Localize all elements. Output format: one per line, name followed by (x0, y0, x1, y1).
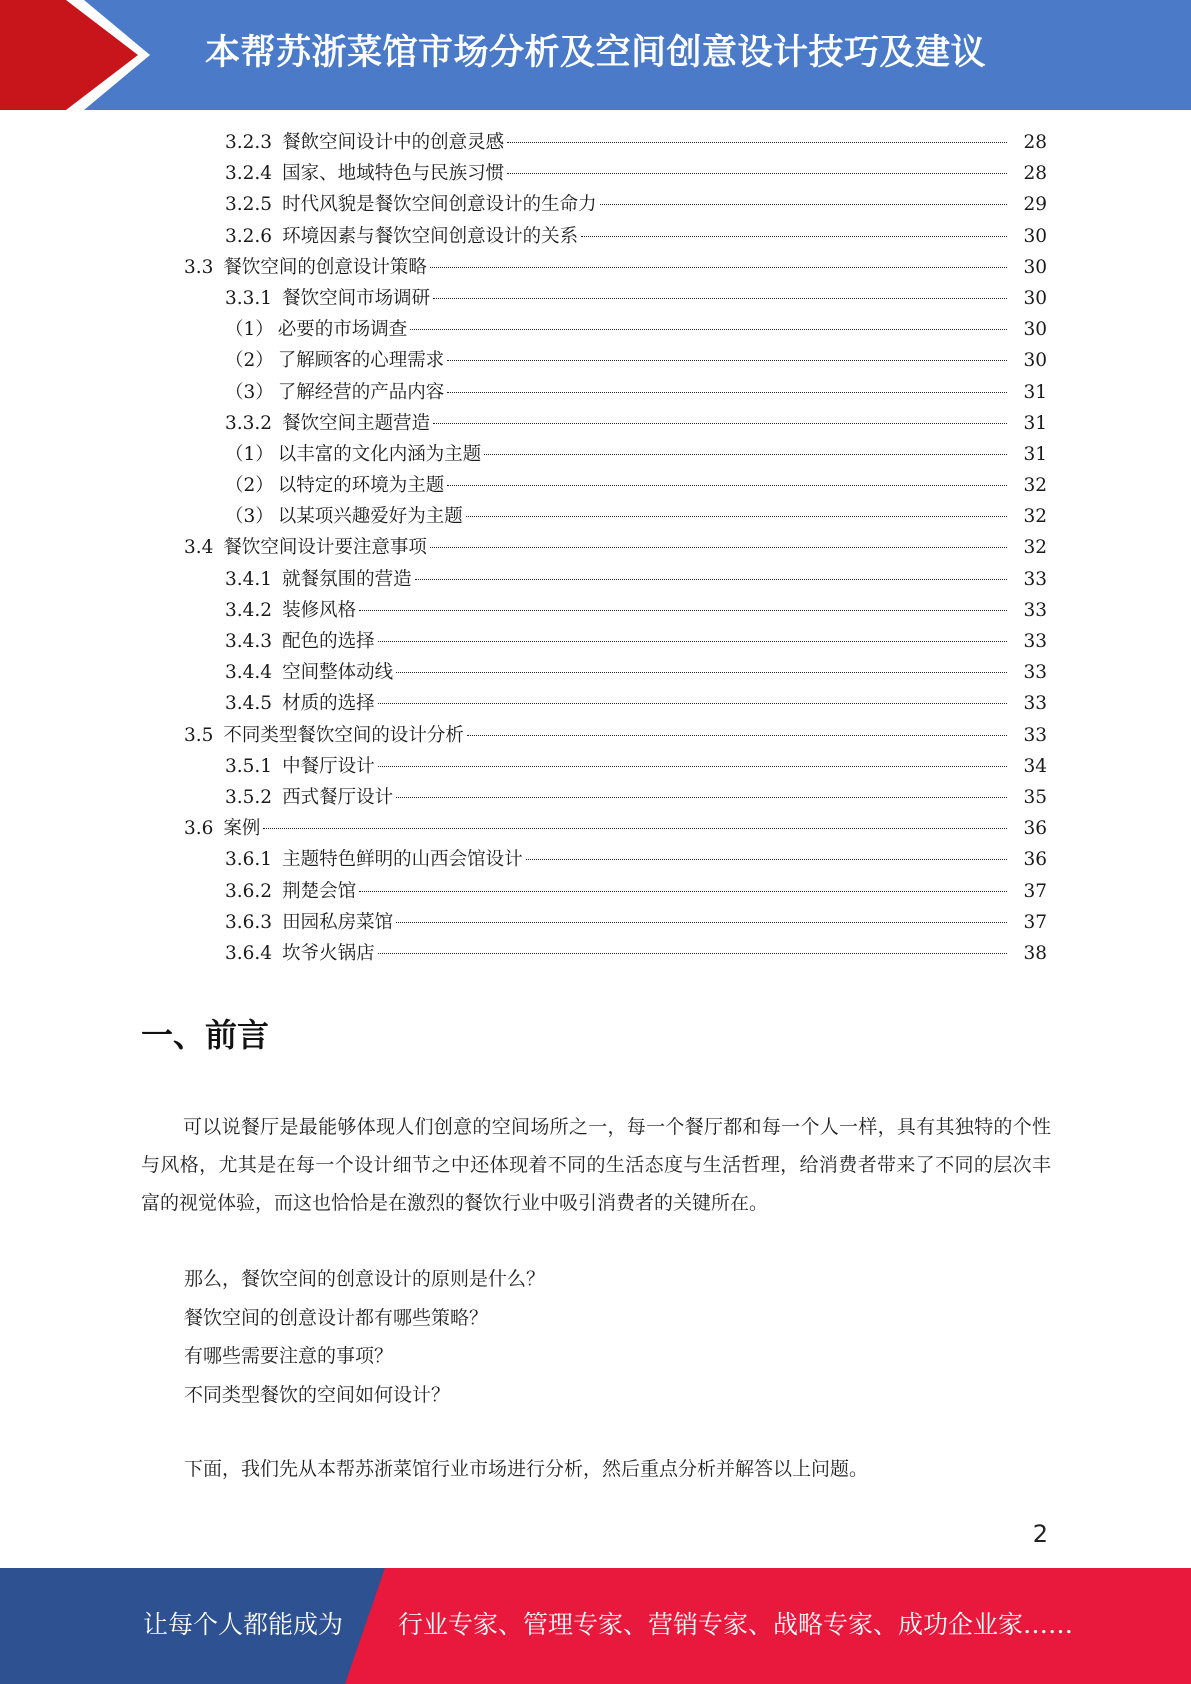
toc-entry-page: 32 (1023, 506, 1047, 528)
toc-dot-leader (507, 142, 1007, 143)
toc-dot-leader (433, 298, 1007, 299)
toc-entry-title: 必要的市场调查 (277, 319, 408, 341)
toc-entry[interactable] (0, 127, 1191, 158)
toc-entry-title: 以丰富的文化内涵为主题 (277, 443, 482, 465)
header-red-chevron-shape (0, 0, 138, 110)
toc-entry-title: 就餐氛围的营造 (282, 568, 412, 590)
toc-entry-number: 3.5 (184, 724, 214, 746)
toc-dot-leader (526, 859, 1007, 860)
toc-entry-page: 32 (1023, 537, 1047, 559)
toc-entry[interactable] (0, 813, 1191, 844)
toc-entry-page: 31 (1023, 443, 1047, 465)
toc-entry-number: 3.3.2 (225, 412, 273, 434)
question-item: 不同类型餐饮的空间如何设计？ (184, 1383, 451, 1406)
toc-dot-leader (507, 173, 1007, 174)
toc-dot-leader (467, 735, 1007, 736)
toc-dot-leader (447, 360, 1007, 361)
toc-entry-number: 3.2.6 (225, 225, 273, 247)
toc-entry-number: （3） (225, 381, 274, 403)
toc-dot-leader (396, 797, 1007, 798)
toc-entry-title: 以特定的环境为主题 (277, 475, 445, 497)
intro-paragraph: 可以说餐厅是最能够体现人们创意的空间场所之一，每一个餐厅都和每一个人一样，具有其独特的个性与风格，尤其是在每一个设计细节之中还体现着不同的生活态度与生活哲理，给消费者带来了不同的层次丰富的视觉体验，而这也恰恰是在激烈的餐饮行业中吸引消费者的关键所在。 (141, 1116, 1051, 1214)
toc-entry-title: 国家、地域特色与民族习惯 (282, 163, 505, 185)
toc-entry-title: 中餐厅设计 (282, 755, 375, 777)
page-number: 2 (1032, 1520, 1048, 1548)
toc-dot-leader (415, 579, 1007, 580)
question-list (184, 1260, 545, 1414)
toc-dot-leader (263, 828, 1007, 829)
toc-entry-page: 33 (1023, 631, 1047, 652)
toc-entry-title: 坎爷火锅店 (282, 942, 375, 964)
toc-dot-leader (378, 641, 1007, 642)
toc-entry-title: 了解顾客的心理需求 (277, 350, 445, 372)
toc-dot-leader (466, 516, 1007, 517)
toc-entry[interactable] (0, 470, 1191, 501)
toc-entry-number: 3.4.3 (225, 631, 273, 652)
toc-entry-number: 3.2.3 (225, 132, 273, 153)
toc-entry-title: 材质的选择 (282, 693, 375, 715)
toc-entry-title: 主题特色鲜明的山西会馆设计 (282, 849, 523, 871)
toc-entry-number: 3.2.5 (225, 194, 273, 216)
toc-entry-number: 3.6.3 (225, 911, 273, 933)
toc-dot-leader (447, 392, 1007, 393)
toc-entry-page: 36 (1023, 849, 1047, 871)
toc-dot-leader (410, 329, 1007, 330)
toc-entry[interactable] (0, 532, 1191, 563)
toc-entry-number: 3.6.1 (225, 849, 273, 871)
question-item: 餐饮空间的创意设计都有哪些策略？ (184, 1306, 489, 1329)
toc-entry-number: 3.6 (184, 818, 214, 840)
toc-dot-leader (378, 703, 1007, 704)
toc-entry-page: 30 (1023, 287, 1047, 309)
toc-dot-leader (581, 236, 1007, 237)
toc-entry[interactable] (0, 314, 1191, 345)
toc-entry-number: （2） (225, 350, 274, 372)
toc-dot-leader (359, 891, 1007, 892)
toc-entry-page: 33 (1023, 568, 1047, 590)
toc-dot-leader (433, 423, 1007, 424)
toc-entry-number: 3.5.2 (225, 786, 273, 808)
toc-entry[interactable] (0, 751, 1191, 782)
toc-entry[interactable] (0, 408, 1191, 439)
toc-entry-page: 38 (1023, 942, 1047, 964)
toc-entry-number: （1） (225, 443, 274, 465)
toc-entry-page: 30 (1023, 350, 1047, 372)
toc-entry[interactable] (0, 657, 1191, 688)
toc-entry-number: 3.3 (184, 256, 214, 278)
toc-entry-page: 37 (1023, 911, 1047, 933)
toc-entry-number: 3.4.5 (225, 693, 273, 715)
toc-entry[interactable] (0, 252, 1191, 283)
toc-entry[interactable] (0, 221, 1191, 252)
toc-entry[interactable] (0, 720, 1191, 751)
toc-dot-leader (430, 547, 1007, 548)
toc-entry-title: 餐饮空间主题营造 (282, 412, 431, 434)
toc-entry[interactable] (0, 501, 1191, 532)
toc-entry-title: 西式餐厅设计 (282, 786, 394, 808)
table-of-contents (0, 127, 1191, 969)
toc-entry[interactable] (0, 189, 1191, 220)
toc-dot-leader (396, 672, 1007, 673)
toc-entry[interactable] (0, 782, 1191, 813)
toc-entry-page: 33 (1023, 599, 1047, 621)
toc-entry-page: 33 (1023, 662, 1047, 684)
toc-dot-leader (600, 204, 1007, 205)
toc-entry-title: 餐饮空间的创意设计策略 (223, 256, 427, 278)
toc-entry-title: 装修风格 (282, 599, 357, 621)
toc-entry-title: 配色的选择 (282, 631, 375, 652)
closing-paragraph: 下面，我们先从本帮苏浙菜馆行业市场进行分析，然后重点分析并解答以上问题。 (184, 1458, 869, 1480)
toc-entry-number: 3.4.2 (225, 599, 273, 621)
section-heading: 一、前言 (141, 1016, 270, 1054)
toc-entry-page: 30 (1023, 319, 1047, 341)
toc-entry-page: 35 (1023, 786, 1047, 808)
toc-entry[interactable] (0, 283, 1191, 314)
toc-entry-number: （2） (225, 475, 274, 497)
toc-entry-title: 案例 (223, 818, 261, 840)
toc-entry[interactable] (0, 564, 1191, 595)
toc-entry-title: 了解经营的产品内容 (277, 381, 445, 403)
toc-entry-page: 36 (1023, 818, 1047, 840)
footer-slogan: 让每个人都能成为 (143, 1610, 344, 1639)
toc-entry-title: 田园私房菜馆 (282, 911, 394, 933)
toc-entry-page: 32 (1023, 475, 1047, 497)
toc-dot-leader (359, 610, 1007, 611)
toc-entry-number: 3.6.2 (225, 880, 273, 902)
toc-entry-title: 荆楚会馆 (282, 880, 357, 902)
toc-entry-title: 餐饮空间设计要注意事项 (223, 537, 427, 559)
toc-entry-page: 33 (1023, 724, 1047, 746)
toc-entry-number: （3） (225, 506, 274, 528)
toc-entry-title: 空间整体动线 (282, 662, 394, 684)
toc-dot-leader (378, 766, 1007, 767)
toc-entry[interactable] (0, 938, 1191, 969)
toc-entry[interactable] (0, 439, 1191, 470)
toc-entry-number: 3.2.4 (225, 163, 273, 185)
toc-entry-page: 30 (1023, 256, 1047, 278)
toc-entry-page: 37 (1023, 880, 1047, 902)
toc-entry[interactable] (0, 876, 1191, 907)
toc-dot-leader (378, 953, 1007, 954)
footer-banner (0, 1568, 1191, 1684)
toc-entry-title: 以某项兴趣爱好为主题 (277, 506, 463, 528)
header-banner (0, 0, 1191, 110)
toc-entry-title: 不同类型餐饮空间的设计分析 (223, 724, 464, 746)
toc-entry-page: 28 (1023, 163, 1047, 185)
toc-entry-title: 时代风貌是餐饮空间创意设计的生命力 (282, 194, 597, 216)
toc-entry-number: 3.5.1 (225, 755, 273, 777)
toc-entry-number: 3.6.4 (225, 942, 273, 964)
toc-entry-number: 3.4.1 (225, 568, 273, 590)
toc-entry-page: 33 (1023, 693, 1047, 715)
toc-entry-title: 环境因素与餐饮空间创意设计的关系 (282, 225, 579, 247)
toc-entry[interactable] (0, 345, 1191, 376)
toc-entry-page: 31 (1023, 412, 1047, 434)
toc-entry-page: 28 (1023, 132, 1047, 153)
toc-entry-number: 3.4 (184, 537, 214, 559)
toc-dot-leader (396, 922, 1007, 923)
toc-entry[interactable] (0, 907, 1191, 938)
toc-entry-page: 34 (1023, 755, 1047, 777)
toc-entry[interactable] (0, 844, 1191, 875)
document-title: 本帮苏浙菜馆市场分析及空间创意设计技巧及建议 (205, 33, 987, 73)
toc-entry-page: 30 (1023, 225, 1047, 247)
toc-entry-title: 餐飲空间设计中的创意灵感 (282, 132, 505, 153)
toc-entry-page: 31 (1023, 381, 1047, 403)
toc-dot-leader (447, 485, 1007, 486)
toc-entry[interactable] (0, 626, 1191, 657)
toc-entry-number: 3.4.4 (225, 662, 273, 684)
footer-roles: 行业专家、管理专家、营销专家、战略专家、成功企业家…… (398, 1610, 1074, 1639)
question-item: 有哪些需要注意的事项？ (184, 1345, 394, 1367)
toc-entry-number: （1） (225, 319, 274, 341)
toc-entry[interactable] (0, 595, 1191, 626)
toc-dot-leader (484, 454, 1007, 455)
toc-entry-page: 29 (1023, 194, 1047, 216)
toc-entry[interactable] (0, 158, 1191, 189)
toc-dot-leader (430, 267, 1007, 268)
toc-entry[interactable] (0, 377, 1191, 408)
toc-entry-title: 餐饮空间市场调研 (282, 287, 431, 309)
toc-entry[interactable] (0, 688, 1191, 719)
question-item: 那么，餐饮空间的创意设计的原则是什么？ (184, 1268, 546, 1290)
toc-entry-number: 3.3.1 (225, 287, 273, 309)
